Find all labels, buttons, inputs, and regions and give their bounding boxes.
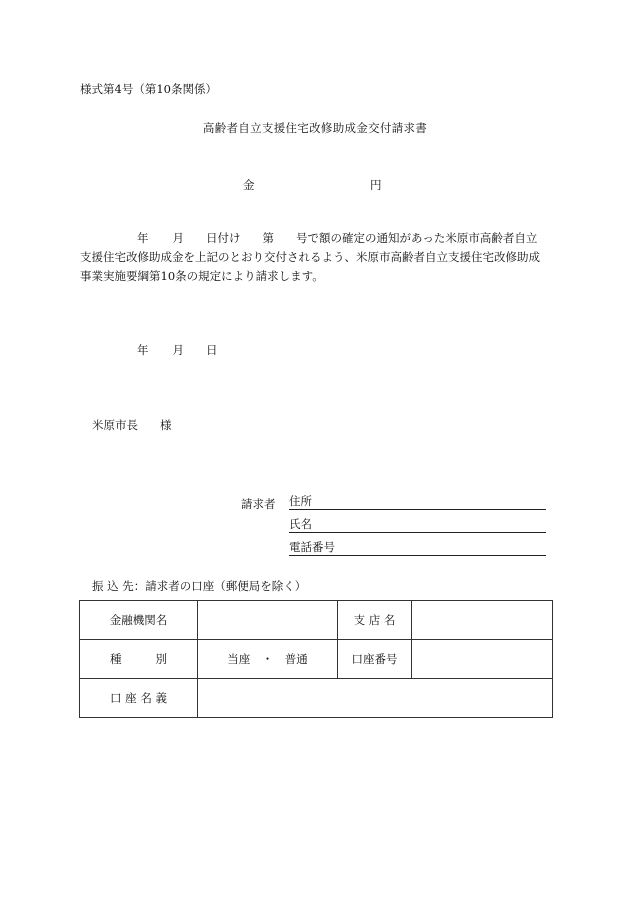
date-year: 年 xyxy=(137,343,149,357)
statement-line-1 xyxy=(80,229,555,248)
statement-line-1-rest: 号で額の確定の通知があった米原市高齢者自立 xyxy=(296,231,538,245)
request-statement xyxy=(80,229,555,286)
phone-field[interactable] xyxy=(289,540,546,556)
request-date xyxy=(137,342,218,358)
statement-day: 日付け xyxy=(206,231,241,245)
date-day: 日 xyxy=(206,343,218,357)
bank-name-input[interactable] xyxy=(198,601,338,640)
addressee xyxy=(92,417,172,433)
account-type-label-2: 別 xyxy=(155,652,167,666)
statement-line-2: 支援住宅改修助成金を上記のとおり交付されるよう、米原市高齢者自立支援住宅改修助成 xyxy=(80,250,540,264)
applicant-label: 請求者 xyxy=(241,497,276,511)
name-label: 氏名 xyxy=(289,517,312,531)
account-number-input[interactable] xyxy=(412,640,553,679)
statement-line-3: 事業実施要綱第10条の規定により請求します。 xyxy=(80,269,324,283)
statement-dai: 第 xyxy=(262,231,274,245)
bank-name-label: 金融機関名 xyxy=(80,601,198,640)
date-month: 月 xyxy=(172,343,184,357)
amount-prefix: 金 xyxy=(243,178,255,192)
account-type-label-1: 種 xyxy=(110,652,122,666)
address-label: 住所 xyxy=(289,494,312,508)
branch-label: 支 店 名 xyxy=(338,601,412,640)
account-type-label xyxy=(80,640,198,679)
name-field[interactable] xyxy=(289,517,546,533)
addressee-honorific: 様 xyxy=(160,418,172,432)
table-row xyxy=(80,601,553,640)
addressee-name: 米原市長 xyxy=(92,418,138,432)
document-title: 高齢者自立支援住宅改修助成金交付請求書 xyxy=(202,121,428,135)
account-holder-label: 口 座 名 義 xyxy=(80,679,198,718)
table-row xyxy=(80,679,553,718)
account-type-options[interactable]: 当座 ・ 普通 xyxy=(198,640,338,679)
account-holder-input[interactable] xyxy=(198,679,553,718)
amount-suffix: 円 xyxy=(370,178,382,192)
statement-month: 月 xyxy=(172,231,184,245)
bank-account-table xyxy=(79,600,553,718)
transfer-destination-note: 振 込 先：請求者の口座（郵便局を除く） xyxy=(92,579,307,593)
branch-input[interactable] xyxy=(412,601,553,640)
account-number-label: 口座番号 xyxy=(338,640,412,679)
table-row xyxy=(80,640,553,679)
phone-label: 電話番号 xyxy=(289,540,335,554)
address-field[interactable] xyxy=(289,494,546,510)
form-number: 様式第4号（第10条関係） xyxy=(80,82,217,96)
statement-year: 年 xyxy=(137,231,149,245)
